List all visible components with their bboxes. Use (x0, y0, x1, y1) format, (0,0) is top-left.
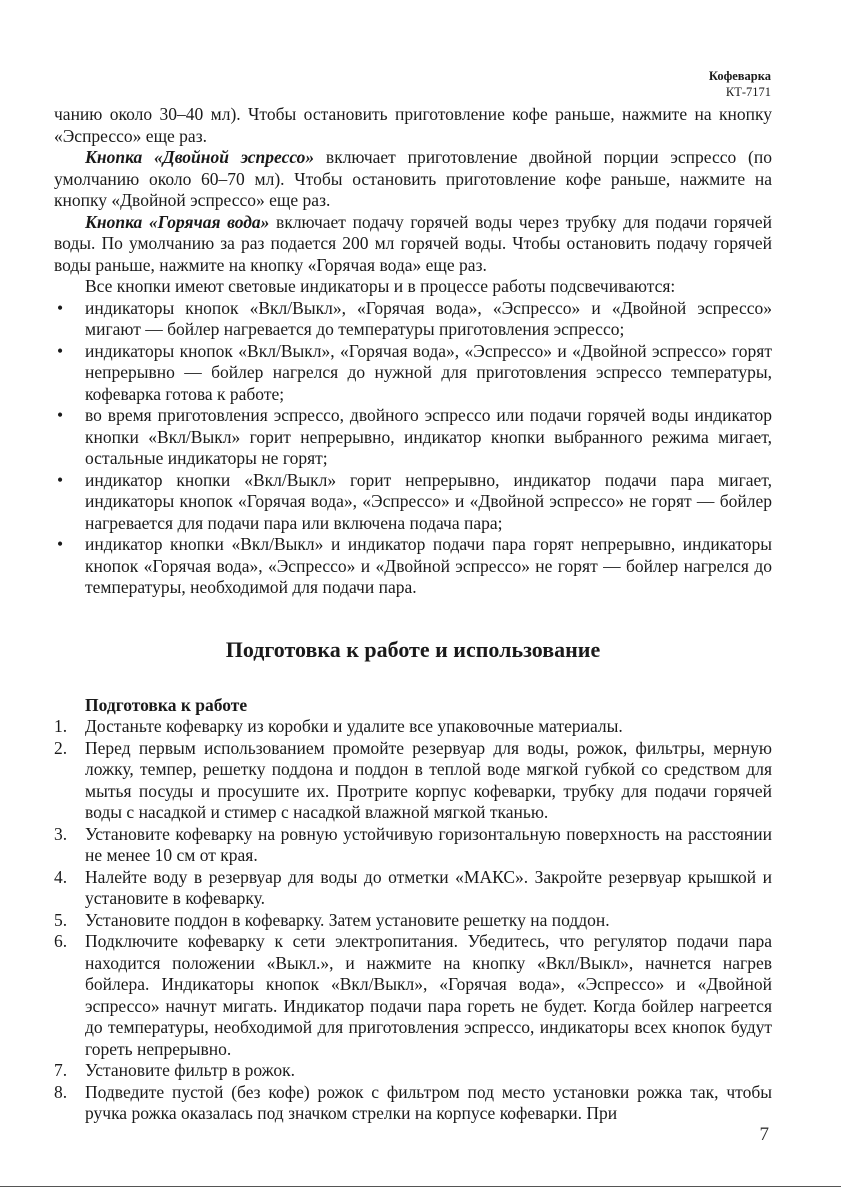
intro-text: чанию около 30–40 мл). Чтобы остановить приготовление кофе раньше, нажмите на кнопку «Эспрессо» еще раз. (54, 104, 772, 146)
step-text: Налейте воду в резервуар для воды до отметки «МАКС». Закройте резервуар крышкой и установите в кофеварку. (85, 866, 772, 908)
step-text: Подведите пустой (без кофе) рожок с фильтром под место установки рожка так, чтобы ручка рожка оказалась под значком стрелки на корпусе кофеварки. При (85, 1081, 772, 1123)
intro-paragraph (54, 276, 772, 298)
step-item (54, 867, 772, 910)
header-model: КТ-7171 (725, 85, 771, 99)
section-title: Подготовка к работе и использование (225, 636, 601, 662)
step-number: 1. (54, 716, 68, 736)
header-product: Кофеварка (708, 69, 771, 83)
intro-text: Все кнопки имеют световые индикаторы и в процессе работы подсвечиваются: (85, 276, 676, 296)
step-item (54, 716, 772, 738)
step-number: 6. (54, 931, 68, 951)
step-item (54, 824, 772, 867)
intro-paragraph (54, 104, 772, 147)
step-text: Установите поддон в кофеварку. Затем установите решетку на поддон. (85, 909, 610, 930)
indicator-list-item: • индикатор кнопки «Вкл/Выкл» и индикатор подачи пара горят непрерывно, индикаторы кнопок «Горячая вода», «Эспрессо» и «Двойной эспрессо» не горят — бойлер нагрелся до температуры, необходимой для подачи пара. (54, 534, 772, 599)
intro-paragraph (54, 147, 772, 212)
step-item (54, 910, 772, 932)
step-item (54, 1060, 772, 1082)
step-item (54, 738, 772, 824)
indicator-list-item: • индикаторы кнопок «Вкл/Выкл», «Горячая вода», «Эспрессо» и «Двойной эспрессо» мигают — бойлер нагревается до температуры приготовления эспрессо; (54, 298, 772, 341)
page-content (54, 104, 772, 1125)
step-text: Установите фильтр в рожок. (85, 1060, 295, 1080)
indicator-list-item: • индикаторы кнопок «Вкл/Выкл», «Горячая вода», «Эспрессо» и «Двойной эспрессо» горят непрерывно — бойлер нагрелся до нужной для приготовления эспрессо температуры, кофеварка готова к работе; (54, 341, 772, 406)
intro-text: включает подачу горячей воды через трубку для подачи горячей воды. По умолчанию за раз подается 200 мл горячей воды. Чтобы остановить подачу горячей воды раньше, нажмите на кнопку «Горячая вода» еще раз. (54, 211, 772, 275)
steps-list (54, 716, 772, 1125)
page-header (709, 68, 771, 100)
step-number: 8. (54, 1081, 68, 1102)
intro-lead: Кнопка «Двойной эспрессо» (85, 147, 315, 167)
intro-paragraph (54, 212, 772, 277)
intro-lead: Кнопка «Горячая вода» (85, 211, 270, 232)
step-item (54, 1082, 772, 1125)
indicator-list (54, 298, 772, 599)
step-text: Установите кофеварку на ровную устойчивую горизонтальную поверхность на расстоянии не менее 10 см от края. (85, 823, 772, 865)
step-number: 2. (54, 737, 68, 758)
step-number: 7. (54, 1060, 68, 1080)
step-text: Перед первым использованием промойте резервуар для воды, рожок, фильтры, мерную ложку, темпер, решетку поддона и поддон в теплой воде мягкой губкой со средством для мытья посуды и просушите их. Протрите корпус кофеварки, трубку для подачи горячей воды с насадкой и стимер с насадкой влажной мягкой тканью. (85, 737, 772, 822)
subsection-title: Подготовка к работе (85, 694, 248, 715)
step-number: 5. (54, 909, 68, 930)
step-text: Подключите кофеварку к сети электропитания. Убедитесь, что регулятор подачи пара находится положении «Выкл.», и нажмите на кнопку «Вкл/Выкл», начнется нагрев бойлера. Индикаторы кнопок «Вкл/Выкл», «Горячая вода», «Эспрессо» и «Двойной эспрессо» начнут мигать. Индикатор подачи пара гореть не будет. Когда бойлер нагреется до температуры, необходимой для приготовления эспрессо, индикаторы всех кнопок будут гореть непрерывно. (85, 931, 772, 1059)
step-number: 4. (54, 866, 68, 887)
bottom-rule (0, 1186, 841, 1187)
step-number: 3. (54, 823, 68, 844)
step-text: Достаньте кофеварку из коробки и удалите все упаковочные материалы. (85, 716, 623, 736)
step-item (54, 931, 772, 1060)
indicator-list-item: • индикатор кнопки «Вкл/Выкл» горит непрерывно, индикатор подачи пара мигает, индикаторы кнопок «Горячая вода», «Эспрессо» и «Двойной эспрессо» не горят — бойлер нагревается для подачи пара или включена подача пара; (54, 470, 772, 535)
page-number: 7 (759, 1124, 769, 1145)
intro-text: включает приготовление двойной порции эспрессо (по умолчанию около 60–70 мл). Чтобы остановить приготовление кофе раньше, нажмите на кнопку «Двойной эспрессо» еще раз. (54, 147, 772, 210)
indicator-list-item: • во время приготовления эспрессо, двойного эспрессо или подачи горячей воды индикатор кнопки «Вкл/Выкл» горит непрерывно, индикатор кнопки выбранного режима мигает, остальные индикаторы не горят; (54, 405, 772, 470)
